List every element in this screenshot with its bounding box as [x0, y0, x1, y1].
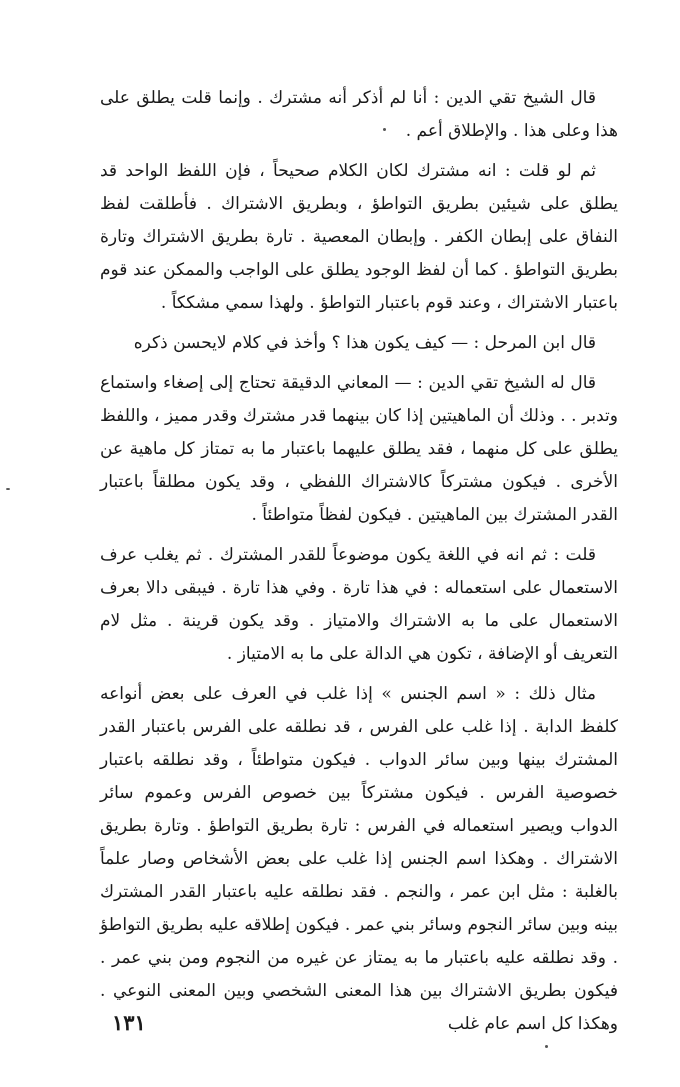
paragraph-1: قال الشيخ تقي الدين : أنا لم أذكر أنه مشترك . وإنما قلت يطلق على هذا وعلى هذا . والإطلاق أعم . [100, 88, 618, 141]
paragraph-5: قلت : ثم انه في اللغة يكون موضوعاً للقدر المشترك . ثم يغلب عرف الاستعمال على استعماله : في هذا تارة . وفي هذا تارة . فيبقى دالا بعرف الاستعمال على ما به الاشتراك والامتياز . وقد يكون قرينة . مثل لام التعريف أو الإضافة ، تكون هي الدالة على ما به الامتياز . [100, 545, 618, 664]
speck [6, 488, 10, 490]
speck [545, 1045, 548, 1048]
paragraph-3: قال ابن المرحل : — كيف يكون هذا ؟ وأخذ في كلام لايحسن ذكره [133, 333, 596, 353]
paragraph-6: مثال ذلك : « اسم الجنس » إذا غلب في العرف على بعض أنواعه كلفظ الدابة . إذا غلب على الفرس ، قد نطلقه على الفرس باعتبار القدر المشترك بينها وبين سائر الدواب . فيكون متواطئاً ، وقد نطلقه باعتبار خصوصية الفرس . فيكون مشتركاً بين خصوص الفرس وعموم سائر الدواب ويصير استعماله في الفرس : تارة بطريق التواطؤ . وتارة بطريق الاشتراك . وهكذا اسم الجنس إذا غلب على بعض الأشخاص وصار علماً بالغلبة : مثل ابن عمر ، والنجم . فقد نطلقه عليه باعتبار القدر المشترك بينه وبين سائر النجوم وسائر بني عمر . فيكون إطلاقه عليه بطريق التواطؤ . وقد نطلقه عليه باعتبار ما به يمتاز عن غيره من النجوم ومن بني عمر . فيكون بطريق الاشتراك بين هذا المعنى الشخصي وبين المعنى النوعي . وهكذا كل اسم عام غلب [100, 684, 618, 1034]
document-page [100, 82, 618, 1048]
page-number: ١٣١ [112, 1010, 146, 1035]
paragraph-2: ثم لو قلت : انه مشترك لكان الكلام صحيحاً ، فإن اللفظ الواحد قد يطلق على شيئين بطريق التواطؤ ، وبطريق الاشتراك . فأطلقت لفظ النفاق على إبطان الكفر . وإبطان المعصية . تارة بطريق الاشتراك وتارة بطريق التواطؤ . كما أن لفظ الوجود يطلق على الواجب والممكن عند قوم باعتبار الاشتراك ، وعند قوم باعتبار التواطؤ . ولهذا سمي مشككاً . [100, 161, 618, 313]
paragraph-4: قال له الشيخ تقي الدين : — المعاني الدقيقة تحتاج إلى إصغاء واستماع وتدبر . . وذلك أن الماهيتين إذا كان بينهما قدر مشترك وقدر مميز ، واللفظ يطلق على كل منهما ، فقد يطلق عليهما باعتبار ما به تمتاز كل ماهية عن الأخرى . فيكون مشتركاً كالاشتراك اللفظي ، وقد يكون مطلقاً باعتبار القدر المشترك بين الماهيتين . فيكون لفظاً متواطئاً . [100, 373, 618, 525]
speck [383, 128, 386, 131]
